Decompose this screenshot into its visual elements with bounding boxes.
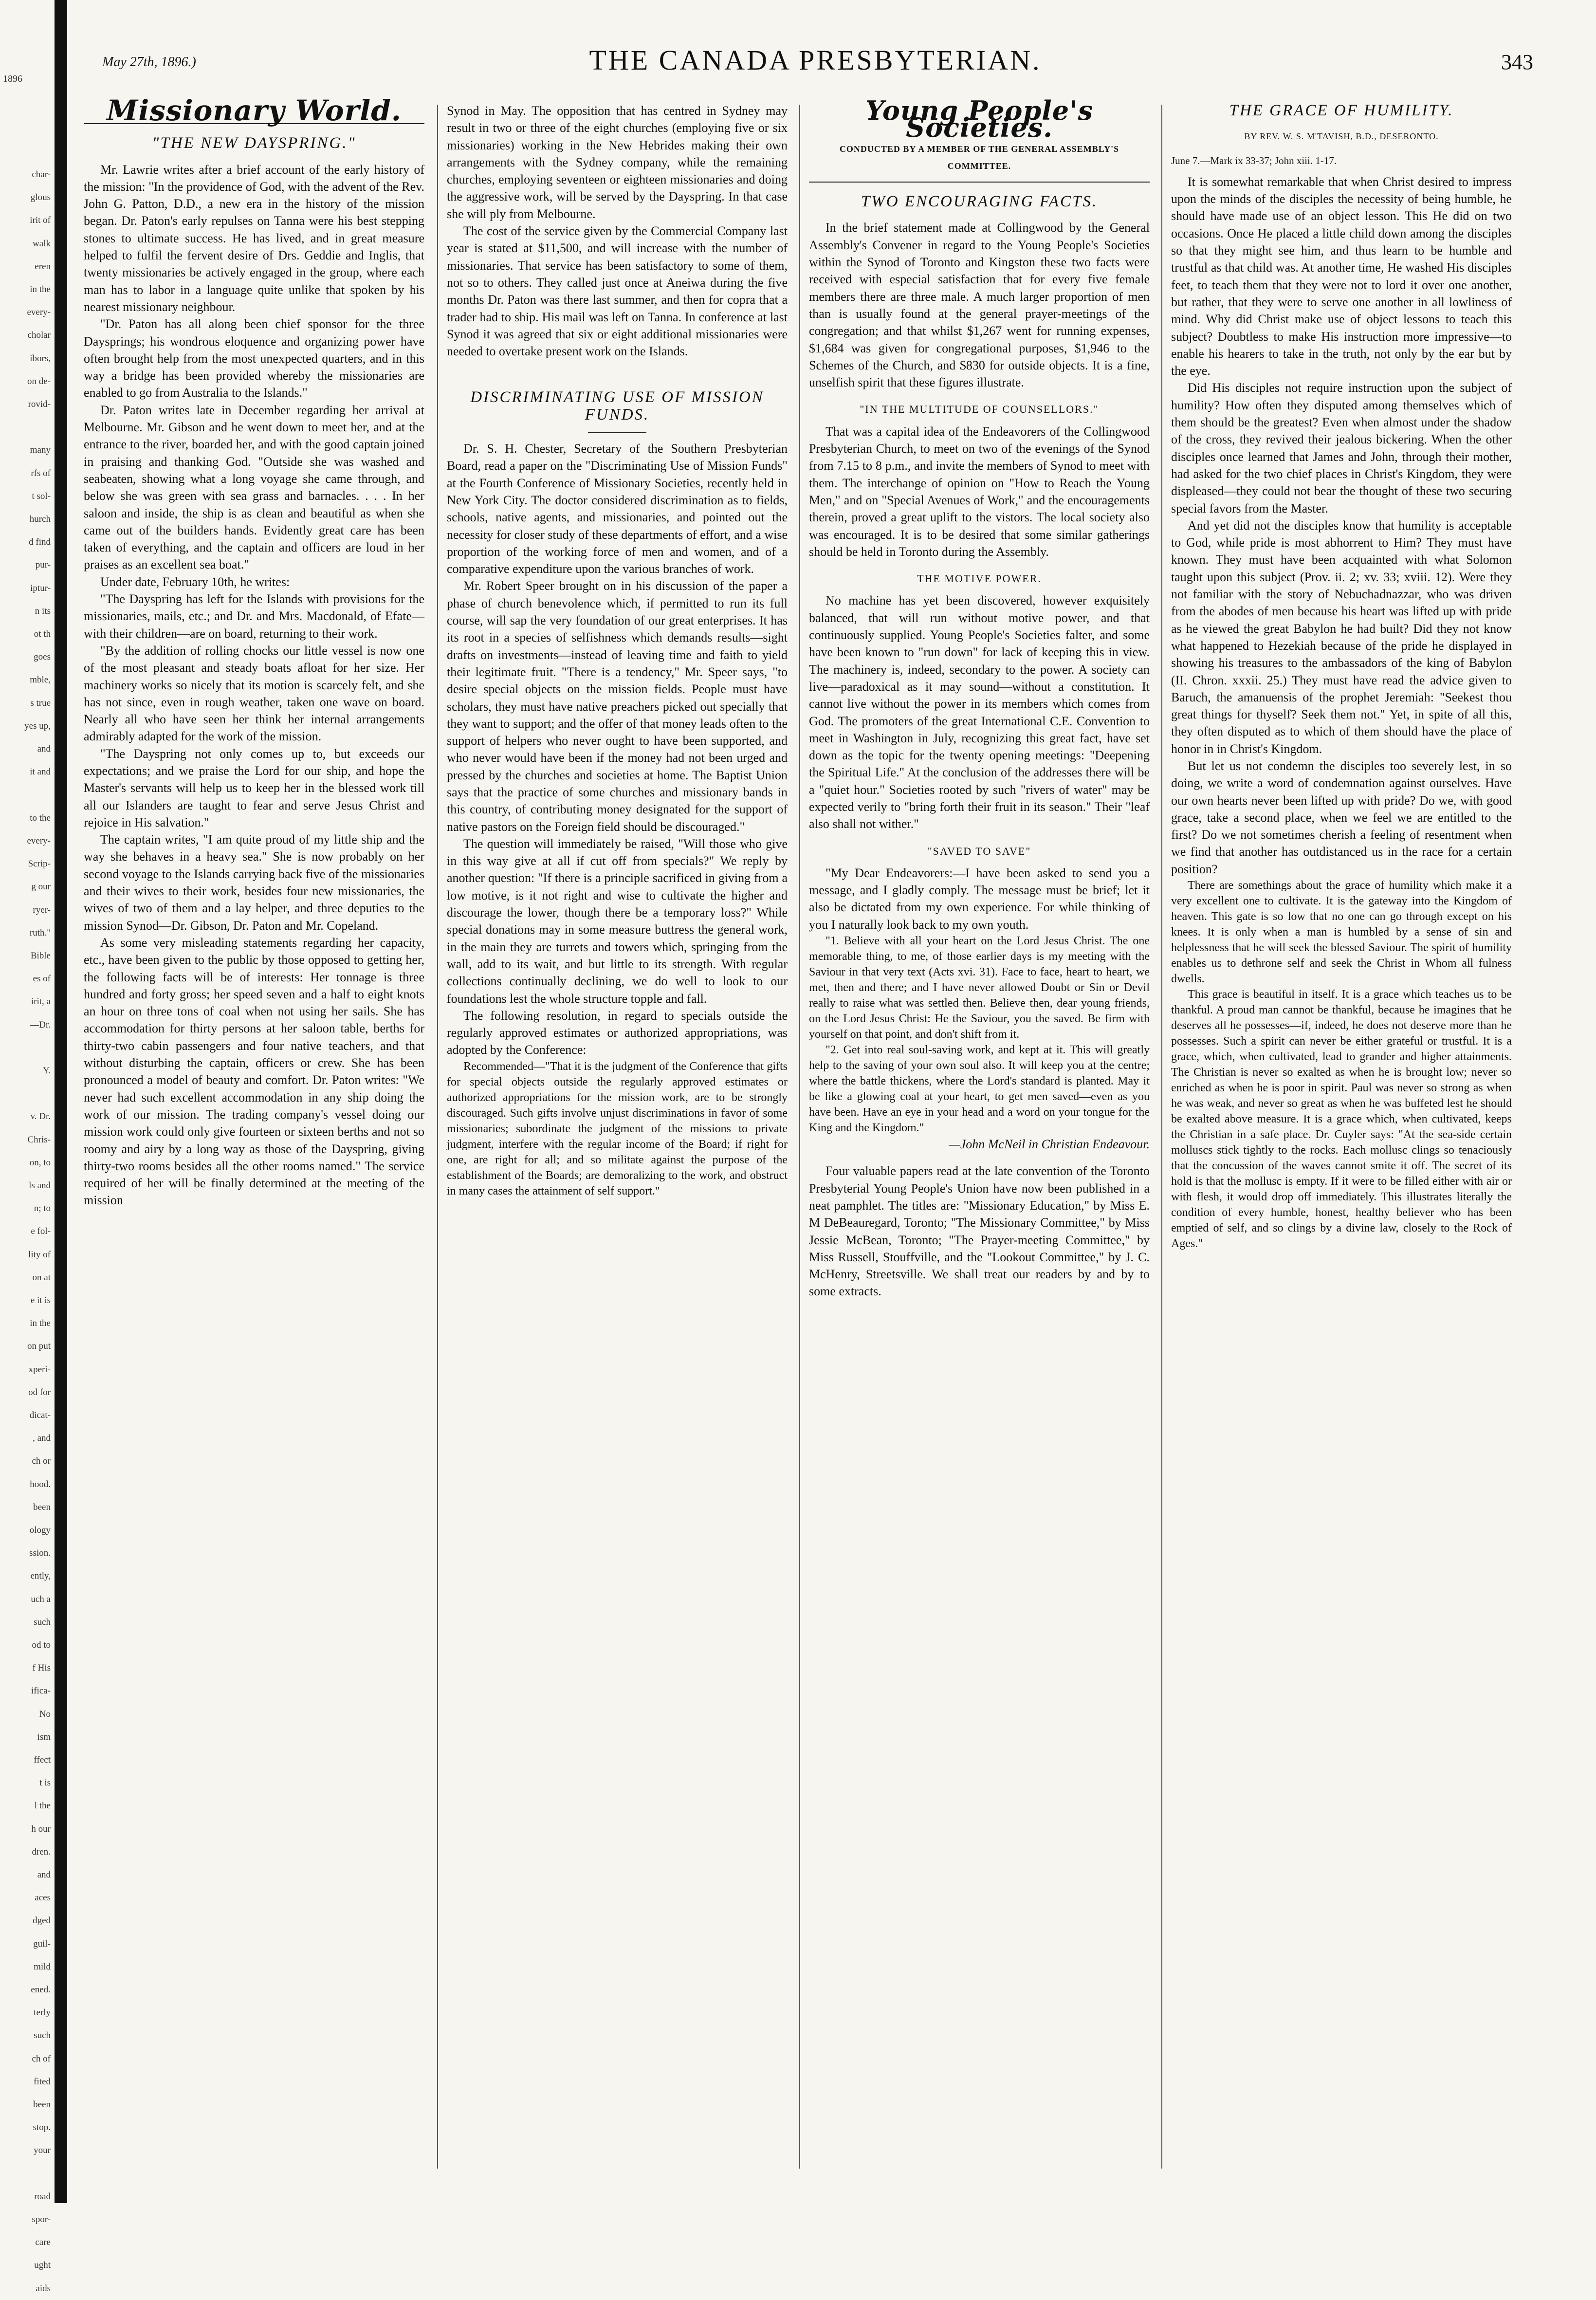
section-title: Young People's Societies.: [865, 95, 1094, 144]
paragraph: This grace is beautiful in itself. It is a grace which teaches us to be thankful. A proud man cannot be thankful, because he imagines that he deserves all he possesses—if, indeed, he does not deserve more than he possesses. Such a spirit can never be either grateful or trustful. It is a grace, which, when cultivated, lead to grander and higher attainments. The Christian is never so exalted as when he is brought low; never so enriched as when he is poor in spirit. Paul was never so strong as when he was weak, and never so great as when he was buffeted lest he should be exalted above measure. It is a grace which, when cultivated, keeps the Christian in a safe place. Dr. Cuyler says: "At the sea-side certain molluscs stick tightly to the rocks. Each mollusc clings so tenaciously that the concussion of the waves cannot smite it off. The secret of its hold is that the mollusc is empty. If it were to be filled either with air or with flesh, it would drop off immediately. This illustrates literally the condition of every humble, honest, healthy believer who has been emptied of self, and so clings by a divine law, closely to the Rock of Ages.": [1171, 988, 1512, 1251]
margin-fragments: [0, 163, 55, 2300]
attribution: —John McNeil in Christian Endeavour.: [949, 1137, 1150, 1152]
subheading: "IN THE MULTITUDE OF COUNSELLORS.": [860, 403, 1099, 416]
article-heading: TWO ENCOURAGING FACTS.: [861, 193, 1098, 211]
paragraph: As some very misleading statements regarding her capacity, etc., have been given to the public by those opposed to getting her, the following facts will be of interests: Her tonnage is three hundred and forty gross; her speed seven and a half to eight knots an hour on three tons of coal when not using her sails. She has accommodation for thirty persons at her saloon table, berths for thirty-two cabin passengers and four native teachers, and that without disturbing the captain, officers or crew. She has been pronounced a model of beauty and comfort. Dr. Paton writes: "We never had such excellent accommodation in any ship doing the work of our mission. The trading company's vessel doing our mission work could only give fourteen or sixteen berths and not so roomy and airy by a long way as those of the Dayspring, giving thirty-two rooms besides all the other rooms named." The service required of her will be finally determined at the meeting of the mission: [84, 935, 424, 1208]
margin-fragment: [0, 2162, 55, 2185]
margin-fragment: d find: [29, 537, 51, 548]
paragraph: Dr. S. H. Chester, Secretary of the Southern Presbyterian Board, read a paper on the "Discriminating Use of Mission Funds" at the Fourth Conference of Missionary Societies, recently held in New York City. The doctor considered discrimination as to fields, schools, native agents, and missionaries, and pointed out the necessity for closer study of these departments of effort, and a wise proportion of the working force of men and women, and of a comparative expenditure upon the various branches of work.: [447, 442, 788, 576]
publication-title: THE CANADA PRESBYTERIAN.: [589, 44, 1042, 76]
margin-fragment: fited: [34, 2076, 51, 2087]
margin-fragment: ryer-: [33, 904, 51, 915]
margin-fragment: od for: [28, 1387, 51, 1398]
section-byline: CONDUCTED BY A MEMBER OF THE GENERAL ASSEMBLY'S COMMITTEE.: [839, 144, 1119, 171]
paragraph: Under date, February 10th, he writes:: [100, 574, 290, 589]
margin-fragment: rfs of: [31, 468, 51, 478]
paragraph: "The Dayspring has left for the Islands with provisions for the missionaries, mails, etc.; and Dr. and Mrs. Macdonald, of Efate—with their children—are on board, returning to their work.: [84, 592, 424, 641]
margin-fragment: hood.: [30, 1479, 51, 1490]
paragraph: Synod in May. The opposition that has centred in Sydney may result in two or three of the eight churches (employing five or six missionaries) working in the New Hebrides making their own arrangements with the Sydney company, while the remaining churches, employing seventeen or eighteen missionaries and doing the aggressive work, will be served by the Dayspring. In that case she will ply from Melbourne.: [447, 104, 788, 221]
margin-fragment: lity of: [28, 1249, 51, 1260]
margin-fragment: l the: [34, 1801, 51, 1811]
paragraph: "1. Believe with all your heart on the Lord Jesus Christ. The one memorable thing, to me, of those earlier days is my meeting with the Saviour in that very text (Acts xvi. 31). Face to face, heart to heart, we met, then and there; and I have never allowed Doubt or Sin or Devil really to raise what was settled then. Believe then, dear young friends, on the Lord Jesus Christ: He the Saviour, you the saved. Be firm with yourself on that point, and don't shift from it.: [809, 935, 1150, 1041]
margin-fragment: mild: [34, 1961, 51, 1972]
margin-fragment: Bible: [30, 950, 51, 961]
paragraph: No machine has yet been discovered, however exquisitely balanced, that will run without motive power, and that continuously supplied. Young People's Societies falter, and some have been known to "run down" for lack of keeping this in view. The machinery is, indeed, secondary to the power. A society can live—paradoxical as it may sound—without a constitution. It cannot live without the power in its members which comes from God. The promoters of the great International C.E. Convention to meet in Washington in July, recognizing this great fact, have set down as the topic for the twenty opening meetings: "Deepening the Spiritual Life." At the conclusion of the addresses there will be a "quiet hour." Societies rooted by such "rivers of water" may be expected verily to "bring forth their fruit in its season." Their "leaf also shall not wither.": [809, 593, 1150, 831]
margin-fragment: ch or: [32, 1456, 51, 1467]
paragraph: Mr. Robert Speer brought on in his discussion of the paper a phase of church benevolence which, if permitted to run its full course, will sap the very foundation of our great enterprises. It has its root in a species of selfishness which demands results—sight drafts on investments—instead of leaving time and faith to yield their legitimate fruit. "There is a tendency," Mr. Speer says, "to desire special objects on the mission fields. People must have scholars, they must have native preachers picked out specially that they want to support; and the offer of that money leads often to the support of helpers who never ought to have been supported, and who never would have been if the money had not been urged and pressed by the churches and societies at home. The Baptist Union says that the practice of some churches and missionary bands in this country, of contributing money designated for the support of native pastors on the Foreign field should be discouraged.": [447, 579, 788, 834]
paragraph: The question will immediately be raised, "Will those who give in this way give at all if cut off from specials?" We reply by another question: "If there is a principle sacrificed in giving from a low motive, is it not right and wise to cultivate the higher and discourage the lower, though there be a temporary loss?" While special donations may in some measure buttress the general work, in the main they are turrets and towers which, springing from the wall, add to its wait, and but little to its strength. With regular collections continually declining, we do well to look to our foundations lest the whole structure topple and fall.: [447, 836, 788, 1006]
page-number: 343: [1501, 50, 1533, 74]
margin-fragment: iptur-: [30, 583, 51, 593]
margin-fragment: dren.: [32, 1846, 51, 1857]
column-divider: [799, 105, 800, 2169]
margin-fragment: pur-: [35, 560, 51, 570]
paragraph: "By the addition of rolling chocks our little vessel is now one of the most pleasant and steady boats afloat for her size. Her machinery works so nicely that its motion is scarcely felt, and she has not since, even in rough weather, taken one wave on board. Nearly all who have seen her think her internal arrangements admirably adapted for the work of the mission.: [84, 643, 424, 744]
margin-fragment: stop.: [33, 2122, 51, 2133]
margin-fragment: every-: [27, 835, 51, 846]
paragraph: Mr. Lawrie writes after a brief account of the early history of the mission: "In the providence of God, with the advent of the Rev. John G. Patton, D.D., a new era in the history of the mission began. Dr. Paton's early repulses on Tanna were his best stepping stones to ultimate success. He has lived, and in great measure helped to fulfil the fervent desire of Drs. Geddie and Inglis, that twenty missionaries be actively engaged in the group, where each man has to labor in a language quite unlike that spoken by his nearest missionary neighbour.: [84, 162, 424, 314]
margin-fragment: Scrip-: [28, 859, 51, 869]
margin-fragment: guil-: [33, 1938, 51, 1949]
margin-fragment: on de-: [27, 376, 51, 386]
article-heading: "THE NEW DAYSPRING.": [152, 134, 356, 152]
margin-fragment: uch a: [31, 1594, 51, 1604]
margin-fragment: g our: [31, 882, 51, 892]
margin-fragment: and: [37, 1870, 51, 1880]
margin-fragment: s true: [30, 698, 51, 708]
margin-year-label: 1896: [3, 74, 22, 84]
paragraph: "My Dear Endeavorers:—I have been asked to send you a message, and I gladly comply. The message must be brief; let it also be dictated from my own experience. For while thinking of you I naturally look back to my own youth.: [809, 865, 1150, 932]
margin-fragment: , and: [33, 1433, 51, 1444]
margin-fragment: [0, 783, 55, 806]
paragraph: The following resolution, in regard to specials outside the regularly approved estimates or authorized appropriations, was adopted by the Conference:: [447, 1008, 788, 1057]
margin-fragment: to the: [30, 812, 51, 823]
margin-fragment: dicat-: [29, 1410, 51, 1420]
margin-fragment: [0, 416, 55, 439]
margin-fragment: mble,: [30, 675, 51, 685]
left-margin-strip: [0, 0, 92, 2294]
paragraph: That was a capital idea of the Endeavorers of the Collingwood Presbyterian Church, to meet on two of the evenings of the Synod from 7.15 to 8 p.m., and invite the members of Synod to meet with them. The interchange of opinion on "How to Reach the Young Men," and on "Special Avenues of Work," and the encouragements therein, proved a great uplift to the vistors. The local society also was encouraged. It is to be desired that some similar gatherings should be held in Toronto during the Assembly.: [809, 424, 1150, 559]
margin-fragment: aces: [35, 1893, 51, 1903]
margin-fragment: eren: [35, 261, 51, 272]
margin-fragment: on, to: [29, 1157, 51, 1168]
paragraph: Four valuable papers read at the late convention of the Toronto Presbyterial Young People's Union have now been published in a neat pamphlet. The titles are: "Missionary Education," by Miss E. M DeBeauregard, Toronto; "The Missionary Committee," by Miss Jessie McBean, Toronto; "The Prayer-meeting Committee," by Miss Russell, Stouffville, and the "Lookout Committee," by J. C. McHenry, Streetsville. We shall treat our readers by and by to some extracts.: [809, 1164, 1150, 1299]
margin-fragment: hurch: [29, 514, 51, 525]
margin-fragment: yes up,: [24, 720, 51, 731]
article-byline: BY REV. W. S. M'TAVISH, B.D., DESERONTO.: [1244, 131, 1439, 142]
margin-fragment: and: [37, 744, 51, 754]
issue-date: May 27th, 1896.): [102, 55, 196, 70]
paragraph: In the brief statement made at Collingwood by the General Assembly's Convener in regard to the Young People's Societies within the Synod of Toronto and Kingston these two facts were received with especial satisfaction that for every five female members there are three male. A much larger proportion of men than is usually found at the general prayer-meetings of the congregation; and that whilst $1,267 went for running expenses, $1,684 was given for congregational purposes, $1,946 to the Schemes of the Church, and $830 for outside objects. It is a fine, unselfish spirit that these figures illustrate.: [809, 221, 1150, 390]
margin-fragment: ot th: [34, 629, 51, 640]
margin-fragment: ently,: [30, 1571, 51, 1582]
margin-fragment: ology: [29, 1525, 51, 1535]
page-header: [97, 44, 1533, 83]
margin-fragment: ism: [37, 1731, 51, 1742]
margin-fragment: ught: [34, 2260, 51, 2271]
paragraph: Did His disciples not require instruction upon the subject of humility? How often they disputed among themselves which of them should be the greatest? Even when almost under the shadow of the cross, they revived their jealous bickering. When the other disciples once learned that James and John, through their mother, had asked for the two chief places in Christ's Kingdom, they were displeased—they could not bear the thought of these two securing special favors from the Master.: [1171, 381, 1512, 515]
margin-fragment: —Dr.: [30, 1019, 51, 1030]
margin-fragment: Y.: [42, 1065, 51, 1076]
paragraph: There are somethings about the grace of humility which make it a very excellent one to cultivate. It is the gateway into the Kingdom of heaven. This gate is so low that no one can go through except on his knees. It is only when a man is humbled by a sense of sin and helplessness that he will seek the blessed Saviour. The spirit of humility enables us to dethrone self and seek the Christ in Whom all fulness dwells.: [1171, 879, 1512, 986]
margin-fragment: it and: [30, 767, 51, 777]
margin-fragment: n its: [35, 606, 51, 616]
margin-fragment: in the: [30, 1318, 51, 1329]
paragraph: The cost of the service given by the Commercial Company last year is stated at $11,500, and will increase with the number of missionaries. That service has been satisfactory to some of them, not so to others. They called just once at Aneiwa during the five months Dr. Paton was there last summer, and then for copra that a trader had to ship. His mail was left on Tanna. In conference at last Synod it was agreed that six or eight additional missionaries were needed to overtake present work on the Islands.: [447, 224, 788, 359]
column-young-peoples-societies: [809, 95, 1150, 2171]
paragraph: Dr. Paton writes late in December regarding her arrival at Melbourne. Mr. Gibson and he went down to meet her, and at the entrance to the river, boarded her, and with the good captain joined in praising and thanking God. "Outside she was washed and seabeaten, showing what a long voyage she came through, and below she was green with sea grass and barnacles. . . . In her saloon and inside, the ship is as clean and beautiful as when she came out of the builders hands. Evidently great care has been taken of everything, and the captain and officers are loud in her praises as an excellent sea boat.": [84, 403, 424, 572]
margin-fragment: char-: [32, 169, 51, 180]
paragraph: The captain writes, "I am quite proud of my little ship and the way she behaves in a heavy sea." She is now probably on her second voyage to the Islands carrying back five of the missionaries and their wives to their work, besides four new missionaries, the wives of two of them and a lay helper, and three deputies to the mission Synod—Dr. Gibson, Dr. Paton and Mr. Copeland.: [84, 832, 424, 933]
margin-fragment: many: [30, 445, 51, 456]
margin-fragment: ch of: [32, 2053, 51, 2064]
subheading: THE MOTIVE POWER.: [917, 572, 1042, 585]
margin-fragment: ls and: [29, 1180, 51, 1191]
margin-fragment: [0, 1036, 55, 1059]
margin-fragment: n; to: [34, 1203, 51, 1214]
binding-gutter: [55, 0, 67, 2203]
resolution-text: Recommended—"That it is the judgment of the Conference that gifts for special objects outside the regularly approved estimates or authorized appropriations for the mission work, are to be strongly discouraged. Such gifts involve unjust discriminations in favor of some missionaries; subordinate the judgment of the missions to private judgment, interfere with the regular income of the Board; if right for one, are right for all; and so militate against the purpose of the establishment of the Boards; are demoralizing to the work, and obstruct in many cases the attainment of self support.": [447, 1060, 788, 1197]
margin-fragment: dged: [33, 1915, 51, 1926]
heading-rule: [588, 432, 646, 433]
title-rule: [809, 182, 1150, 183]
paragraph: And yet did not the disciples know that humility is acceptable to God, while pride is most abhorrent to Him? They must have known. They must have been acquainted with what Solomon taught upon this subject (Prov. ii. 2; xv. 33; xviii. 12). Were they not familiar with the story of Nebuchadnazzar, who was driven from the abodes of men because his heart was lifted up with pride as he viewed the great Babylon he had built? Did they not know what happened to Hezekiah because of the pride he displayed in showing his treasures to the ambassadors of the king of Babylon (II. Chron. xxxii. 25.) They must have read the advice given to Baruch, the amanuensis of the prophet Jeremiah: "Seekest thou great things for thyself? Seek them not." Yet, in spite of all this, they often disputed as to which of them should have the place of honor in in Christ's Kingdom.: [1171, 518, 1512, 756]
margin-fragment: ruth.": [29, 927, 51, 938]
margin-fragment: every-: [27, 307, 51, 318]
margin-fragment: od to: [32, 1640, 51, 1650]
margin-fragment: ibors,: [30, 353, 51, 364]
margin-fragment: f His: [32, 1663, 51, 1674]
margin-fragment: terly: [34, 2007, 51, 2018]
paragraph: "The Dayspring not only comes up to, but exceeds our expectations; and we praise the Lord for our ship, and hope the Master's servants will help us to keep her in the blessed work till all our Islanders are taught to fear and serve Jesus Christ and rejoice in His salvation.": [84, 746, 424, 829]
margin-fragment: xperi-: [28, 1364, 51, 1375]
margin-fragment: Chris-: [27, 1134, 51, 1145]
margin-fragment: aids: [36, 2283, 51, 2294]
margin-fragment: irit, a: [31, 996, 51, 1007]
margin-fragment: cholar: [27, 330, 51, 341]
margin-fragment: es of: [33, 974, 51, 984]
margin-fragment: on put: [27, 1341, 51, 1352]
paragraph: But let us not condemn the disciples too severely lest, in so doing, we write a word of condemnation against ourselves. Have our own hearts never been lifted up with pride? Do we, with good grace, take a second place, when we feel we are entitled to the first? Do we not sometimes cherish a feeling of resentment when we find that another has outdistanced us in the race for a certain position?: [1171, 758, 1512, 876]
column-divider: [437, 105, 438, 2169]
margin-fragment: [0, 1082, 55, 1105]
margin-fragment: e fol-: [31, 1226, 51, 1237]
margin-fragment: rovid-: [28, 399, 51, 410]
column-grace-of-humility: [1171, 102, 1512, 2171]
margin-fragment: e it is: [30, 1295, 51, 1306]
margin-fragment: t sol-: [32, 491, 51, 501]
margin-fragment: care: [35, 2237, 51, 2248]
margin-fragment: t is: [39, 1778, 51, 1788]
margin-fragment: ened.: [31, 1985, 51, 1995]
margin-fragment: road: [34, 2191, 51, 2202]
margin-fragment: glous: [30, 192, 51, 203]
margin-fragment: ifica-: [31, 1686, 51, 1696]
column-missionary-world: [84, 94, 424, 2171]
margin-fragment: been: [33, 1502, 51, 1512]
column-divider: [1161, 105, 1162, 2169]
margin-fragment: such: [34, 2030, 51, 2041]
margin-fragment: been: [33, 2099, 51, 2110]
margin-fragment: in the: [30, 284, 51, 295]
subheading: "SAVED TO SAVE": [927, 845, 1031, 857]
paragraph: "Dr. Paton has all along been chief sponsor for the three Daysprings; his wondrous eloquence and organizing power have often brought help from the most unexpected quarters, and in this way a bridge has been provided whereby the missionaries are enabled to go from Australia to the Islands.": [84, 317, 424, 400]
article-heading: THE GRACE OF HUMILITY.: [1229, 102, 1454, 119]
margin-fragment: ffect: [34, 1755, 51, 1766]
margin-fragment: irit of: [30, 215, 51, 226]
column-missionary-world-continued: [447, 102, 788, 2171]
margin-fragment: your: [34, 2145, 51, 2156]
margin-fragment: spor-: [32, 2214, 51, 2225]
margin-fragment: ssion.: [29, 1548, 51, 1559]
margin-fragment: No: [39, 1709, 51, 1719]
margin-fragment: h our: [31, 1823, 51, 1834]
margin-fragment: v. Dr.: [30, 1111, 51, 1122]
margin-fragment: walk: [33, 238, 51, 249]
paragraph: It is somewhat remarkable that when Christ desired to impress upon the minds of the disciples the necessity of being humble, he should have made use of an object lesson. This He did on two occasions. Once He placed a little child down among the disciples so that they might see him, and thus learn to be humble and trustful as that child was. At another time, He washed His disciples feet, to teach them that they were not to lord it over one another, but rather, that they were to serve one another in all lowliness of mind. Why did Christ make use of object lessons to teach this subject? Doubtless to make His instruction more impressive—to enable his hearers to take in the truth, not only by the ear but by the eye.: [1171, 174, 1512, 378]
margin-fragment: on at: [32, 1272, 51, 1283]
section-title: Missionary World.: [107, 94, 402, 127]
margin-fragment: goes: [34, 652, 51, 662]
paragraph: "2. Get into real soul-saving work, and kept at it. This will greatly help to the saving of your own soul also. It will keep you at the centre; where the battle thickens, where the Lord's standard is planted. May it be like a glowing coal at your heart, to get men saved—even as you have been. Have an eye in your head and a word on your tongue for the King and the Kingdom.": [809, 1044, 1150, 1135]
scripture-reference: June 7.—Mark ix 33-37; John xiii. 1-17.: [1171, 154, 1337, 166]
margin-fragment: such: [34, 1617, 51, 1627]
article-heading: DISCRIMINATING USE OF MISSION FUNDS.: [470, 388, 764, 423]
